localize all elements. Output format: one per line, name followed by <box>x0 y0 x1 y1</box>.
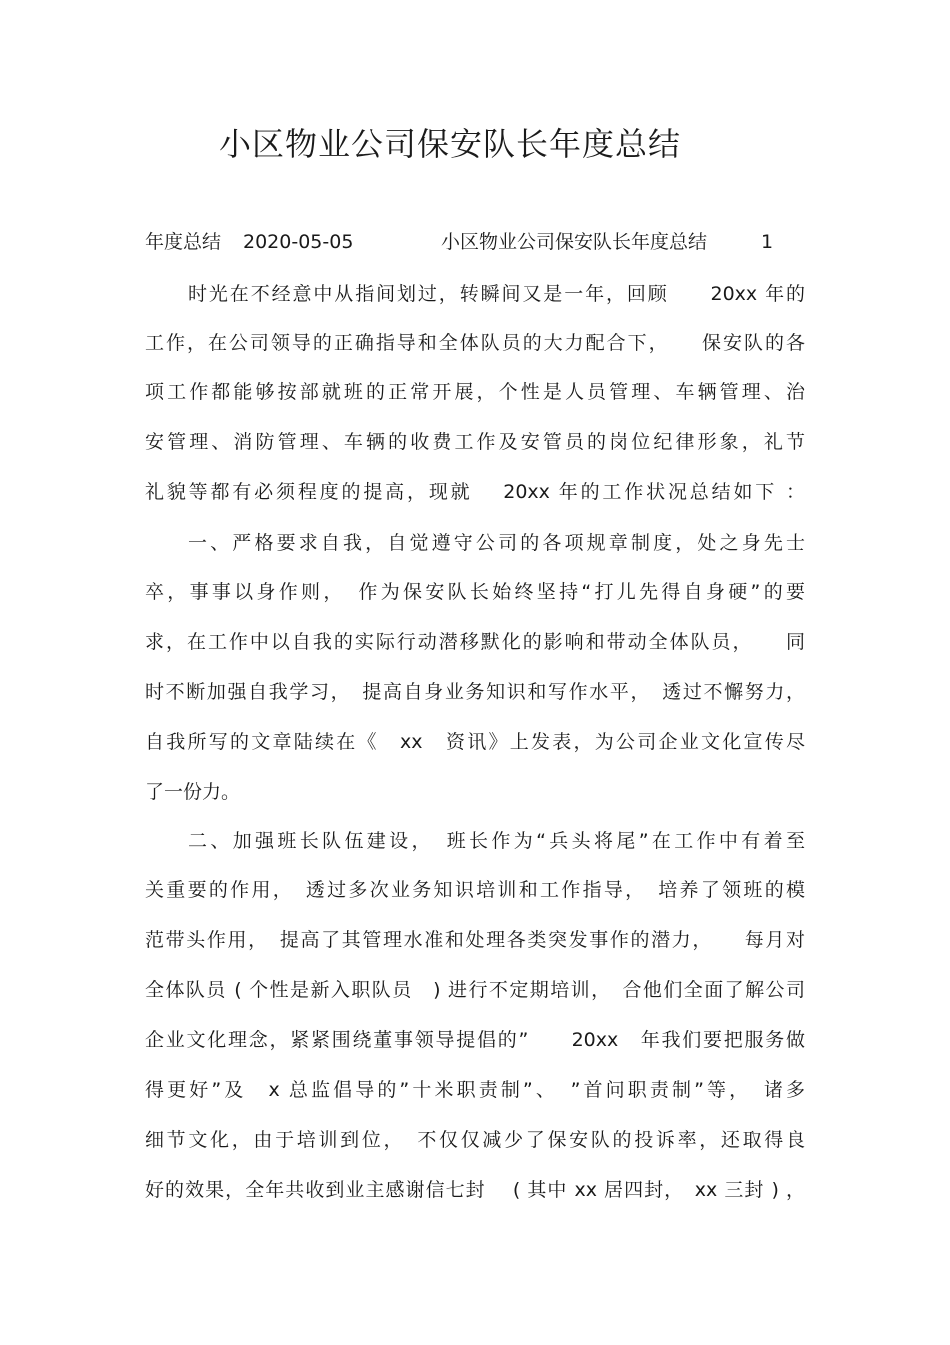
body-line: 得更好”及 x 总监倡导的”十米职责制”、 ”首问职责制”等， 诸多 <box>145 1079 805 1101</box>
body-line: 工作，在公司领导的正确指导和全体队员的大力配合下， 保安队的各 <box>145 332 805 354</box>
body-line: 关重要的作用， 透过多次业务知识培训和工作指导， 培养了领班的模 <box>145 879 805 901</box>
body-line: 二、加强班长队伍建设， 班长作为“兵头将尾”在工作中有着至 <box>188 830 805 852</box>
document-meta <box>145 226 825 258</box>
body-line: 求，在工作中以自我的实际行动潜移默化的影响和带动全体队员， 同 <box>145 631 805 653</box>
body-line: 一、严格要求自我，自觉遵守公司的各项规章制度，处之身先士 <box>188 532 805 554</box>
body-line: 了一份力。 <box>145 781 241 803</box>
body-line: 全体队员 ( 个性是新入职队员 ) 进行不定期培训， 合他们全面了解公司 <box>145 979 805 1001</box>
body-line: 时不断加强自我学习， 提高自身业务知识和写作水平， 透过不懈努力， <box>145 681 805 703</box>
meta-date: 2020-05-05 <box>243 231 354 253</box>
body-line: 好的效果，全年共收到业主感谢信七封 ( 其中 xx 居四封， xx 三封 ) ， <box>145 1179 805 1201</box>
body-line: 卒，事事以身作则， 作为保安队长始终坚持“打儿先得自身硬”的要 <box>145 581 805 603</box>
meta-number: 1 <box>761 231 774 253</box>
meta-category: 年度总结 <box>145 231 222 253</box>
body-line: 企业文化理念，紧紧围绕董事领导提倡的” 20xx 年我们要把服务做 <box>145 1029 805 1051</box>
body-line: 项工作都能够按部就班的正常开展，个性是人员管理、车辆管理、治 <box>145 381 805 403</box>
meta-name: 小区物业公司保安队长年度总结 <box>441 231 708 253</box>
body-line: 礼貌等都有必须程度的提高，现就 20xx 年的工作状况总结如下 ： <box>145 481 805 503</box>
body-line: 时光在不经意中从指间划过，转瞬间又是一年，回顾 20xx 年的 <box>188 283 805 305</box>
document-title: 小区物业公司保安队长年度总结 <box>218 125 681 163</box>
body-line: 自我所写的文章陆续在《 xx 资讯》上发表，为公司企业文化宣传尽 <box>145 731 805 753</box>
body-line: 范带头作用， 提高了其管理水准和处理各类突发事作的潜力， 每月对 <box>145 929 805 951</box>
body-line: 细节文化，由于培训到位， 不仅仅减少了保安队的投诉率，还取得良 <box>145 1129 805 1151</box>
body-line: 安管理、消防管理、车辆的收费工作及安管员的岗位纪律形象，礼节 <box>145 431 805 453</box>
